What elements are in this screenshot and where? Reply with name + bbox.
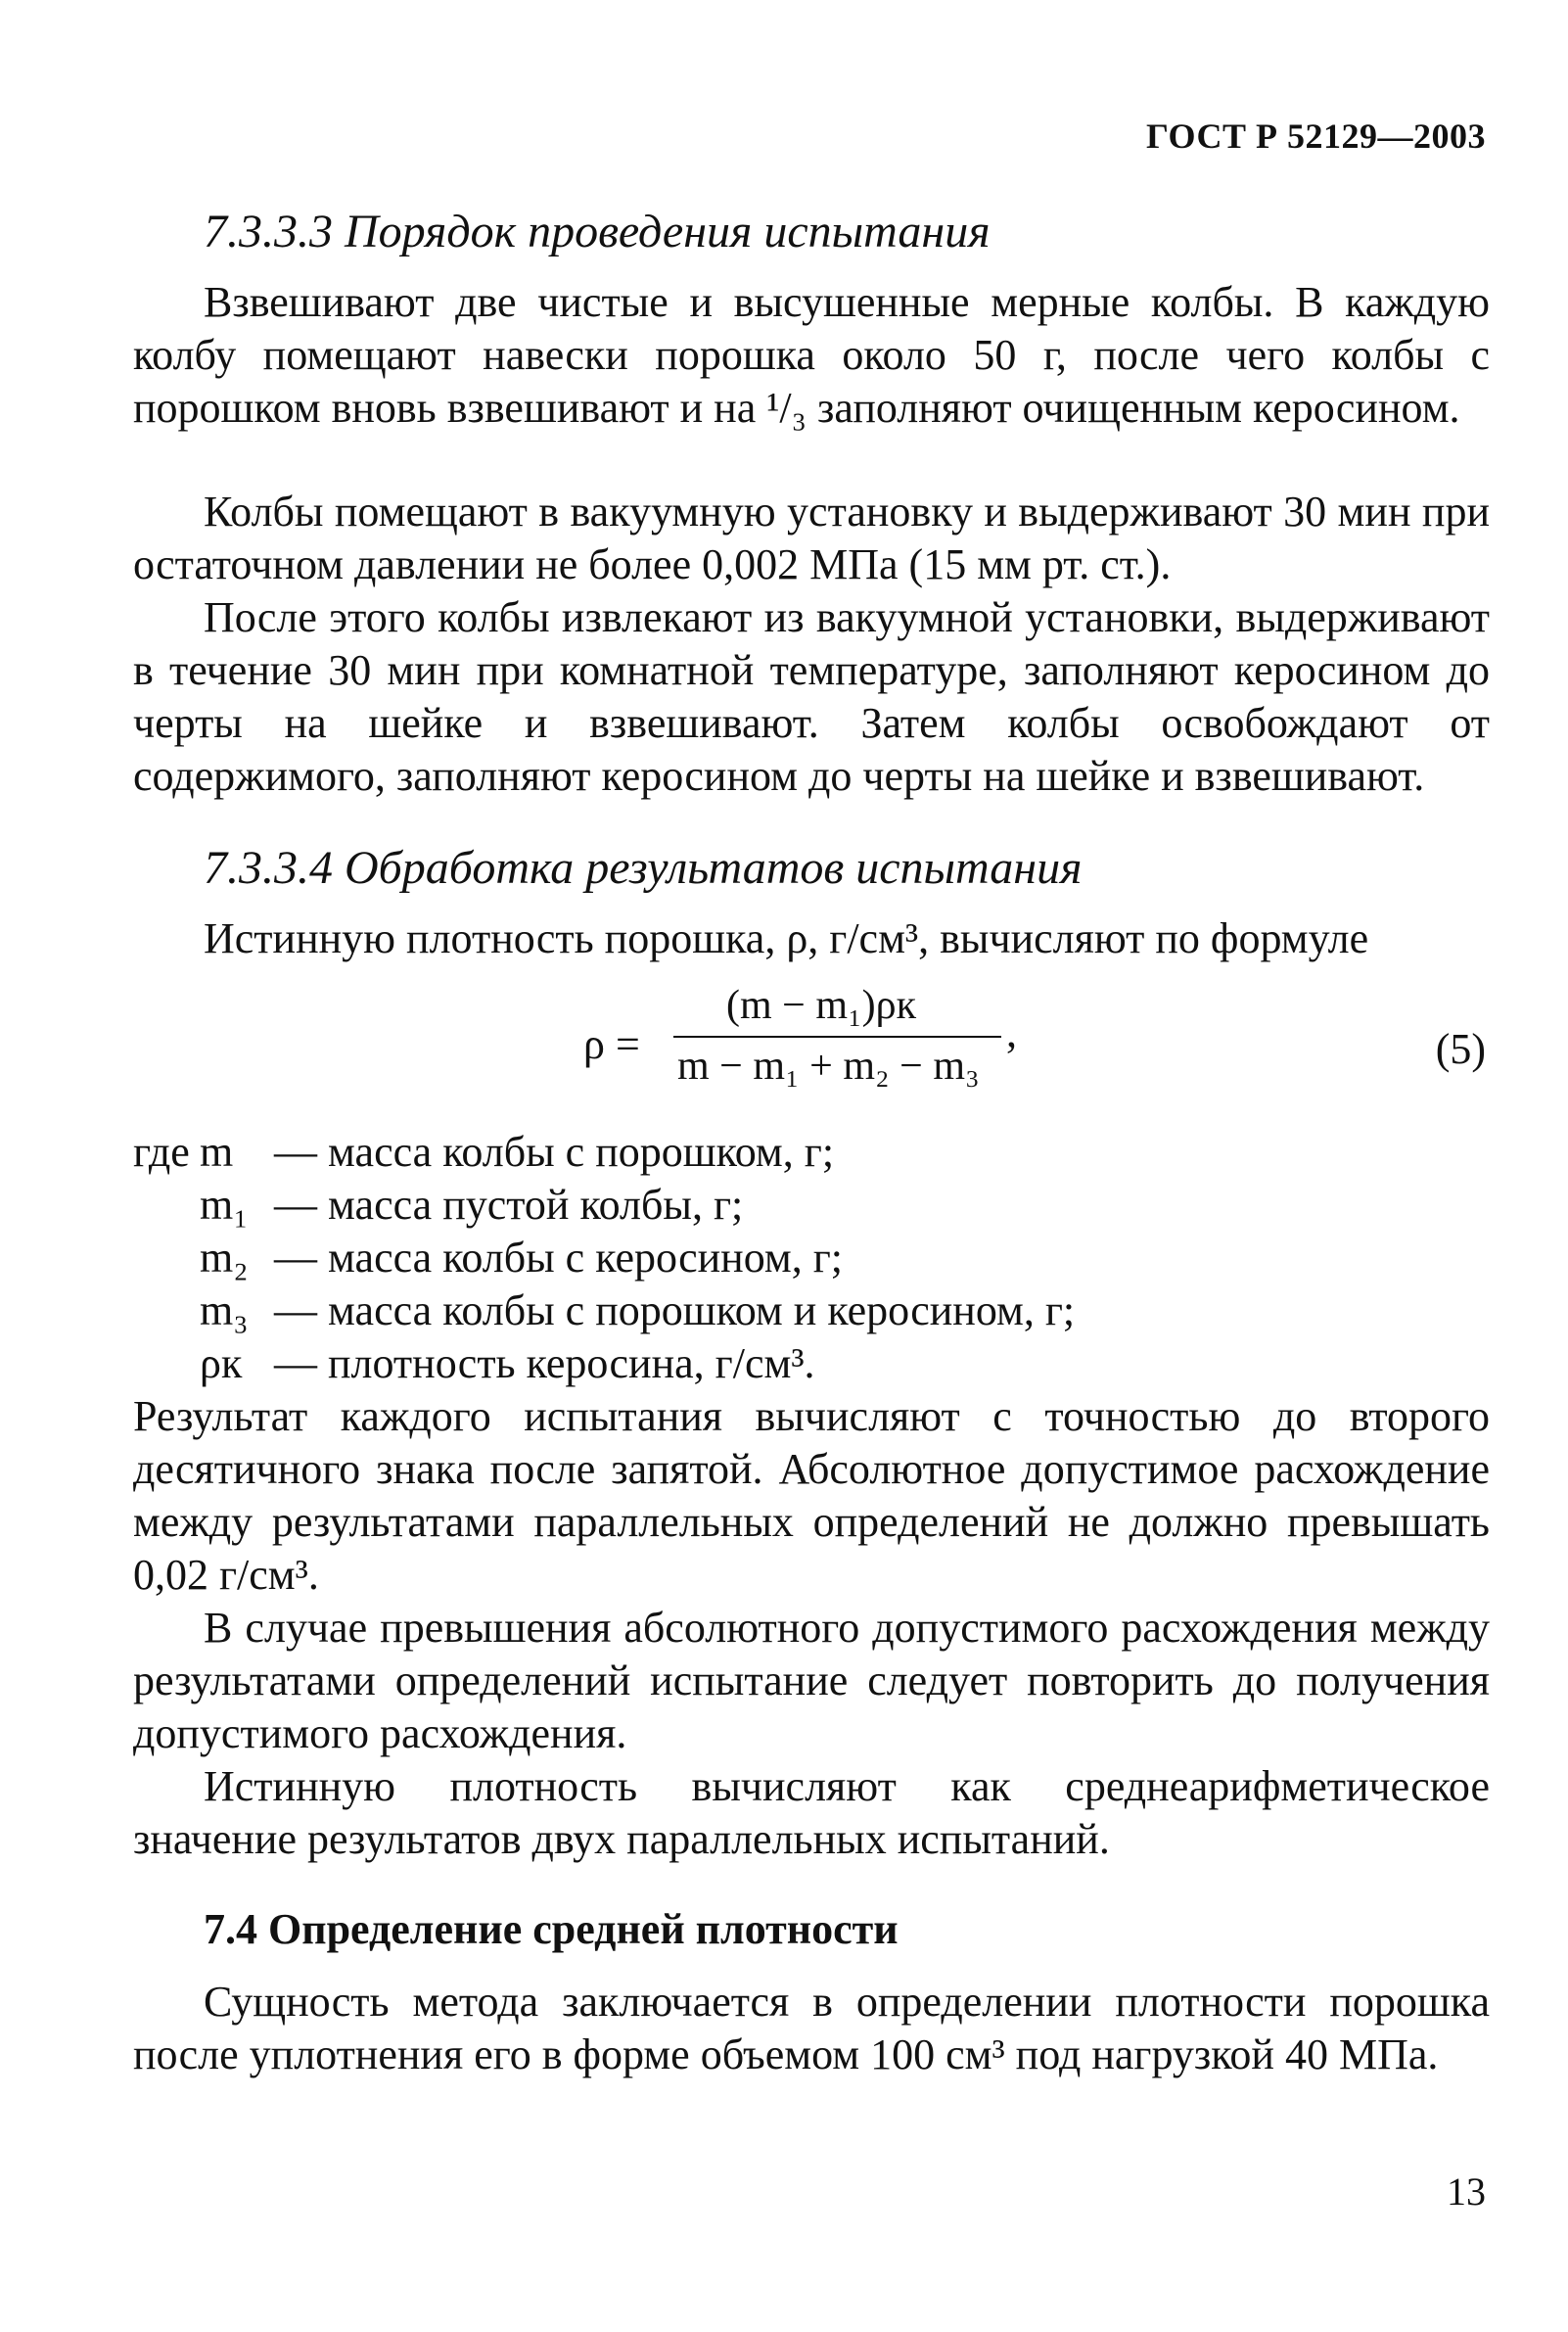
definition-text: — масса колбы с порошком и керосином, г; bbox=[274, 1286, 1076, 1334]
formula-fraction-bar bbox=[673, 1036, 1001, 1038]
definition-symbol: m₁ bbox=[200, 1181, 249, 1229]
formula-denominator: m − m₁ + m₂ − m₃ bbox=[677, 1044, 980, 1089]
paragraph-true-density bbox=[133, 1760, 1490, 1866]
formula-number: (5) bbox=[1435, 1025, 1486, 1073]
definition-symbol: m₂ bbox=[200, 1234, 249, 1282]
formula-comma: , bbox=[1006, 1008, 1017, 1056]
section-heading-74: 7.4 Определение средней плотности bbox=[204, 1905, 899, 1953]
paragraph-text: В случае превышения абсолютного допустимого расхождения между результатами определений испытание следует повторить до получения допустимого расхождения. bbox=[133, 1604, 1490, 1757]
paragraph-after-vacuum bbox=[133, 591, 1490, 803]
paragraph-vacuum-setup bbox=[133, 486, 1490, 591]
paragraph-text: Результат каждого испытания вычисляют с точностью до второго десятичного знака после запятой. Абсолютное допустимое расхождение между результатами параллельных определений не должно превышать 0,02 г/см³. bbox=[133, 1392, 1490, 1599]
density-formula bbox=[583, 979, 1038, 1096]
definition-symbol: ρк bbox=[200, 1339, 243, 1387]
paragraph-text: Взвешивают две чистые и высушенные мерные колбы. В каждую колбу помещают навески порошка около 50 г, после чего колбы с порошком вновь взвешивают и на ¹/₃ заполняют очищенным керосином. bbox=[133, 278, 1490, 432]
definition-text: — масса колбы с керосином, г; bbox=[274, 1234, 844, 1282]
paragraph-text: Истинную плотность вычисляют как среднеарифметическое значение результатов двух параллельных испытаний. bbox=[133, 1762, 1490, 1863]
definition-row bbox=[133, 1232, 1308, 1284]
paragraph-weighing-flasks bbox=[133, 276, 1490, 435]
definition-text: — плотность керосина, г/см³. bbox=[274, 1339, 815, 1387]
formula-numerator: (m − m₁)ρк bbox=[726, 983, 917, 1028]
paragraph-text: Колбы помещают в вакуумную установку и выдерживают 30 мин при остаточном давлении не более 0,002 МПа (15 мм рт. ст.). bbox=[133, 488, 1490, 588]
paragraph-method-essence bbox=[133, 1976, 1490, 2081]
page-number: 13 bbox=[1447, 2169, 1486, 2214]
definition-prefix: где bbox=[133, 1128, 190, 1176]
definition-text: — масса пустой колбы, г; bbox=[274, 1181, 744, 1229]
paragraph-formula-intro bbox=[133, 912, 1490, 965]
paragraph-text: Истинную плотность порошка, ρ, г/см³, вычисляют по формуле bbox=[204, 914, 1369, 962]
definition-text: — масса колбы с порошком, г; bbox=[274, 1128, 835, 1176]
section-heading-7333: 7.3.3.3 Порядок проведения испытания bbox=[204, 206, 991, 257]
standard-code-header: ГОСТ Р 52129—2003 bbox=[1146, 117, 1486, 156]
paragraph-text: После этого колбы извлекают из вакуумной установки, выдерживают в течение 30 мин при комнатной температуре, заполняют керосином до черты на шейке и взвешивают. Затем колбы освобождают от содержимого, заполняют керосином до черты на шейке и взвешивают. bbox=[133, 593, 1490, 800]
definition-row bbox=[133, 1179, 1308, 1232]
definition-symbol: m bbox=[200, 1128, 234, 1176]
paragraph-repeat-test bbox=[133, 1602, 1490, 1760]
definition-symbol: m₃ bbox=[200, 1286, 249, 1334]
definition-row bbox=[133, 1337, 1308, 1390]
definition-row bbox=[133, 1284, 1308, 1337]
definition-row bbox=[133, 1126, 1308, 1179]
paragraph-result-precision bbox=[133, 1390, 1490, 1602]
paragraph-text: Сущность метода заключается в определении плотности порошка после уплотнения его в форме объемом 100 см³ под нагрузкой 40 МПа. bbox=[133, 1978, 1490, 2078]
variable-definitions bbox=[133, 1126, 1308, 1390]
section-heading-7334: 7.3.3.4 Обработка результатов испытания bbox=[204, 842, 1083, 894]
formula-lhs: ρ = bbox=[583, 1020, 640, 1068]
